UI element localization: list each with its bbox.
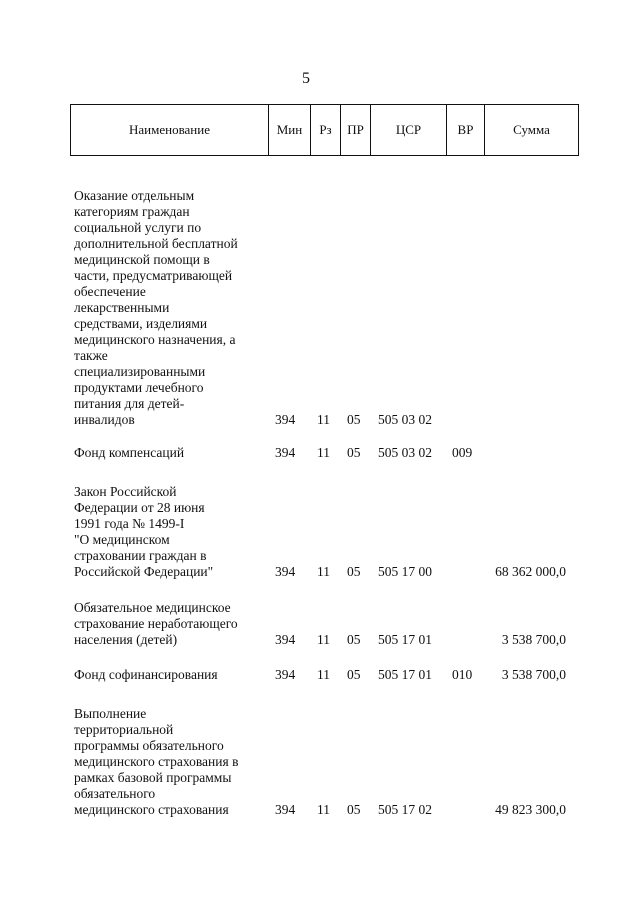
table-row — [0, 667, 640, 683]
row-sum: 68 362 000,0 — [495, 564, 566, 579]
header-sum: Сумма — [485, 105, 579, 156]
row-min: 394 — [275, 412, 296, 427]
row-min: 394 — [275, 445, 296, 460]
header-pr: ПР — [341, 105, 371, 156]
table-row — [0, 706, 640, 818]
row-name: Фонд софинансирования — [74, 667, 218, 682]
row-csr: 505 17 02 — [378, 802, 432, 817]
table-row — [0, 600, 640, 648]
header-min: Мин — [269, 105, 311, 156]
row-csr: 505 17 01 — [378, 632, 432, 647]
row-rz: 11 — [317, 564, 330, 579]
row-rz: 11 — [317, 412, 330, 427]
row-csr: 505 17 01 — [378, 667, 432, 682]
table-row — [0, 172, 640, 428]
row-pr: 05 — [347, 632, 361, 647]
row-name: Обязательное медицинское страхование неработающего населения (детей) — [74, 600, 238, 647]
row-name: Оказание отдельным категориям граждан социальной услуги по дополнительной бесплатной медицинской помощи в части, предусматривающей обеспечение лекарственными средствами, изделиями медицинского назначения, а также специализированными продуктами лечебного питания для детей- инвалидов — [74, 188, 238, 427]
row-sum: 49 823 300,0 — [495, 802, 566, 817]
header-vr: ВР — [447, 105, 485, 156]
row-rz: 11 — [317, 632, 330, 647]
table-row — [0, 484, 640, 580]
row-rz: 11 — [317, 667, 330, 682]
header-rz: Рз — [311, 105, 341, 156]
table-header — [70, 104, 579, 156]
row-name: Фонд компенсаций — [74, 445, 185, 460]
row-name: Выполнение территориальной программы обязательного медицинского страхования в рамках базовой программы обязательного медицинского страхования — [74, 706, 239, 817]
row-pr: 05 — [347, 564, 361, 579]
row-sum: 3 538 700,0 — [501, 667, 566, 682]
row-csr: 505 03 02 — [378, 412, 432, 427]
row-rz: 11 — [317, 445, 330, 460]
row-pr: 05 — [347, 445, 361, 460]
table-row — [0, 445, 640, 461]
row-vr: 009 — [452, 445, 473, 460]
row-name: Закон Российской Федерации от 28 июня 1991 года № 1499-I "О медицинском страховании граждан в Российской Федерации" — [74, 484, 214, 579]
row-csr: 505 17 00 — [378, 564, 432, 579]
row-sum: 3 538 700,0 — [501, 632, 566, 647]
row-vr: 010 — [452, 667, 473, 682]
row-rz: 11 — [317, 802, 330, 817]
header-name: Наименование — [71, 105, 269, 156]
page-number: 5 — [302, 70, 310, 87]
row-min: 394 — [275, 632, 296, 647]
row-min: 394 — [275, 667, 296, 682]
row-pr: 05 — [347, 802, 361, 817]
row-pr: 05 — [347, 412, 361, 427]
header-csr: ЦСР — [371, 105, 447, 156]
row-pr: 05 — [347, 667, 361, 682]
row-min: 394 — [275, 564, 296, 579]
row-csr: 505 03 02 — [378, 445, 432, 460]
row-min: 394 — [275, 802, 296, 817]
